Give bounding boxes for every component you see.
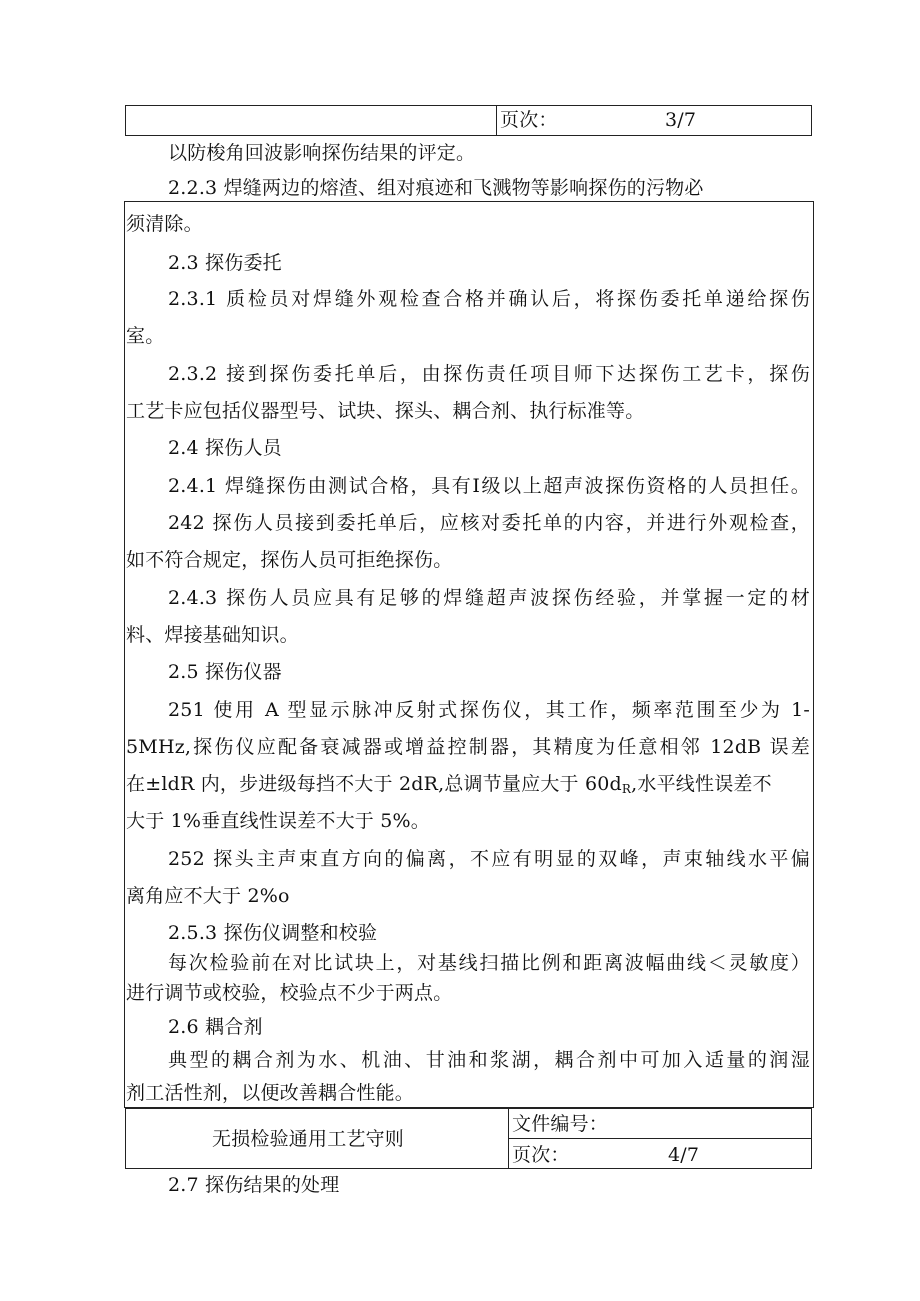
section-heading: 2.6 耦合剂 bbox=[168, 1016, 263, 1038]
body-line: 须清除。 bbox=[126, 213, 203, 235]
doc-number-label: 文件编号： bbox=[512, 1113, 609, 1135]
body-line: 剂工活性剂，以便改善耦合性能。 bbox=[126, 1082, 415, 1104]
section-heading: 2.4 探伤人员 bbox=[168, 437, 282, 459]
header-top-divider bbox=[496, 105, 497, 136]
body-line: 5MHz,探伤仪应配备衰减器或增益控制器，其精度为任意相邻 12dB 误差 bbox=[126, 736, 810, 758]
page-label-top: 页次： bbox=[500, 109, 558, 131]
body-line bbox=[126, 772, 772, 801]
body-line: 242 探伤人员接到委托单后，应核对委托单的内容，并进行外观检查， bbox=[168, 512, 810, 534]
section-heading: 2.5 探伤仪器 bbox=[168, 661, 282, 683]
body-line: 离角应不大于 2%o bbox=[126, 885, 290, 907]
page-value-bottom: 4/7 bbox=[668, 1144, 700, 1166]
body-line: 2.4.1 焊缝探伤由测试合格，具有I级以上超声波探伤资格的人员担任。 bbox=[168, 475, 810, 497]
body-line: 2.3.1 质检员对焊缝外观检查合格并确认后，将探伤委托单递给探伤 bbox=[168, 288, 810, 310]
document-title: 无损检验通用工艺守则 bbox=[212, 1128, 405, 1150]
body-line: 如不符合规定，探伤人员可拒绝探伤。 bbox=[126, 549, 453, 571]
body-line: 大于 1%垂直线性误差不大于 5%。 bbox=[126, 810, 430, 832]
body-line-part: 在±ldR 内，步进级每挡不大于 2dR,总调节量应大于 60d bbox=[126, 773, 622, 795]
header-bottom-row-divider bbox=[508, 1138, 812, 1139]
body-line: 2.4.3 探伤人员应具有足够的焊缝超声波探伤经验，并掌握一定的材 bbox=[168, 587, 810, 609]
header-table-top bbox=[125, 105, 812, 136]
section-heading: 2.7 探伤结果的处理 bbox=[168, 1174, 340, 1196]
body-line: 2.3.2 接到探伤委托单后，由探伤责任项目师下达探伤工艺卡，探伤 bbox=[168, 363, 810, 385]
page-label-bottom: 页次： bbox=[512, 1144, 570, 1166]
body-line: 料、焊接基础知识。 bbox=[126, 624, 299, 646]
body-line: 典型的耦合剂为水、机油、甘油和浆湖，耦合剂中可加入适量的润湿 bbox=[168, 1049, 810, 1071]
body-line-part: ,水平线性误差不 bbox=[631, 773, 772, 795]
body-line: 工艺卡应包括仪器型号、试块、探头、耦合剂、执行标准等。 bbox=[126, 400, 645, 422]
body-line: 室。 bbox=[126, 325, 165, 347]
body-line: 以防梭角回波影响探伤结果的评定。 bbox=[168, 142, 476, 164]
body-line: 每次检验前在对比试块上，对基线扫描比例和距离波幅曲线＜灵敏度） bbox=[168, 952, 810, 974]
body-line: 251 使用 A 型显示脉冲反射式探伤仪，其工作，频率范围至少为 1- bbox=[168, 699, 810, 721]
body-line: 2.2.3 焊缝两边的熔渣、组对痕迹和飞溅物等影响探伤的污物必 bbox=[168, 177, 704, 199]
page-value-top: 3/7 bbox=[665, 109, 697, 131]
subscript-r: R bbox=[621, 782, 632, 796]
body-line: 252 探头主声束直方向的偏离，不应有明显的双峰，声束轴线水平偏 bbox=[168, 848, 810, 870]
section-heading: 2.5.3 探伤仪调整和校验 bbox=[168, 922, 378, 944]
section-heading: 2.3 探伤委托 bbox=[168, 252, 282, 274]
body-line: 进行调节或校验，校验点不少于两点。 bbox=[126, 982, 453, 1004]
